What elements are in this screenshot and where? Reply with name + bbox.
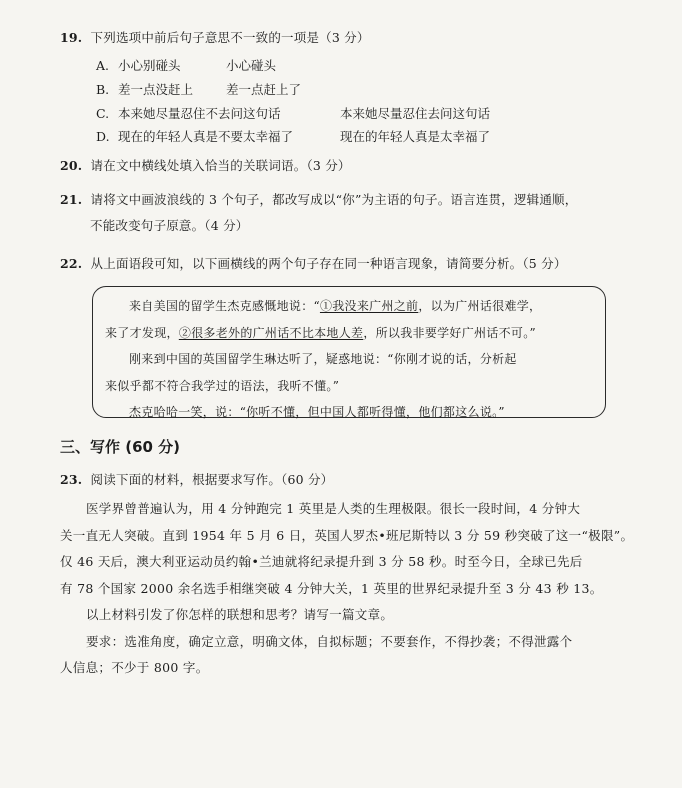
option-d (96, 127, 491, 147)
question-text: 请在文中横线处填入恰当的关联词语。（3 分） (90, 158, 351, 173)
passage-line-3: 刚来到中国的英国留学生琳达听了，疑惑地说：“你刚才说的话，分析起 (129, 352, 517, 366)
question-text: 下列选项中前后句子意思不一致的一项是（3 分） (90, 30, 370, 45)
option-letter: B. (96, 82, 110, 97)
question-number: 19. (60, 30, 83, 45)
option-c-sentence-1: 本来她尽量忍住不去问这句话 (118, 106, 281, 121)
option-letter: C. (96, 106, 110, 121)
option-b-sentence-2: 差一点赶上了 (226, 82, 302, 97)
question-text-line-2: 不能改变句子原意。（4 分） (90, 218, 249, 233)
option-a-sentence-2: 小心碰头 (226, 58, 277, 73)
material-line-2: 关一直无人突破。直到 1954 年 5 月 6 日，英国人罗杰•班尼斯特以 3 分 59 秒突破了这一“极限”。 (60, 527, 634, 543)
option-d-sentence-2: 现在的年轻人真是太幸福了 (340, 129, 491, 144)
option-letter: A. (96, 58, 110, 73)
option-a-sentence-1: 小心别碰头 (118, 58, 181, 73)
requirements-line-1: 要求：选准角度，确定立意，明确文体，自拟标题；不要套作，不得抄袭；不得泄露个 (86, 633, 573, 649)
question-number: 21. (60, 192, 83, 207)
option-c-sentence-2: 本来她尽量忍住去问这句话 (340, 106, 491, 121)
writing-material (60, 496, 640, 682)
question-21 (60, 190, 650, 210)
question-21-continued (90, 216, 680, 236)
option-d-sentence-1: 现在的年轻人真是不要太幸福了 (118, 129, 294, 144)
question-number: 22. (60, 256, 83, 271)
question-19 (60, 28, 650, 48)
passage-line-5: 杰克哈哈一笑，说：“你听不懂，但中国人都听得懂，他们都这么说。” (129, 405, 505, 419)
question-number: 23. (60, 472, 83, 487)
passage-line-4: 来似乎都不符合我学过的语法，我听不懂。” (105, 378, 340, 393)
option-b (96, 80, 302, 100)
material-line-1: 医学界曾普遍认为，用 4 分钟跑完 1 英里是人类的生理极限。很长一段时间，4 分钟大 (86, 501, 581, 516)
question-20 (60, 156, 650, 176)
material-line-4: 有 78 个国家 2000 余名选手相继突破 4 分钟大关，1 英里的世界纪录提升至 3 分 43 秒 13。 (60, 580, 603, 596)
passage-line-1: 来自美国的留学生杰克感慨地说：“①我没来广州之前，以为广州话很难学， (129, 299, 542, 313)
question-text: 阅读下面的材料，根据要求写作。（60 分） (90, 472, 334, 487)
question-number: 20. (60, 158, 83, 173)
option-c (96, 104, 491, 124)
material-line-3: 仅 46 天后，澳大利亚运动员约翰•兰迪就将纪录提升到 3 分 58 秒。时至今日，全球已先后 (60, 554, 583, 569)
question-23 (60, 470, 650, 490)
question-22 (60, 254, 650, 274)
requirements-line-2: 人信息；不少于 800 字。 (60, 660, 209, 675)
option-b-sentence-1: 差一点没赶上 (118, 82, 194, 97)
question-text: 从上面语段可知，以下画横线的两个句子存在同一种语言现象，请简要分析。（5 分） (90, 256, 567, 271)
underlined-sentence-1: ①我没来广州之前 (319, 299, 419, 313)
section-heading: 三、写作 (60 分) (60, 438, 181, 456)
material-prompt: 以上材料引发了你怎样的联想和思考？请写一篇文章。 (86, 607, 394, 622)
passage-box (92, 286, 606, 418)
option-letter: D. (96, 129, 110, 144)
question-text-line-1: 请将文中画波浪线的 3 个句子，都改写成以“你”为主语的句子。语言连贯，逻辑通顺， (90, 192, 578, 207)
option-a (96, 56, 277, 76)
passage-line-2: 来了才发现，②很多老外的广州话不比本地人差，所以我非要学好广州话不可。” (105, 325, 536, 340)
underlined-sentence-2: ②很多老外的广州话不比本地人差 (178, 325, 364, 340)
